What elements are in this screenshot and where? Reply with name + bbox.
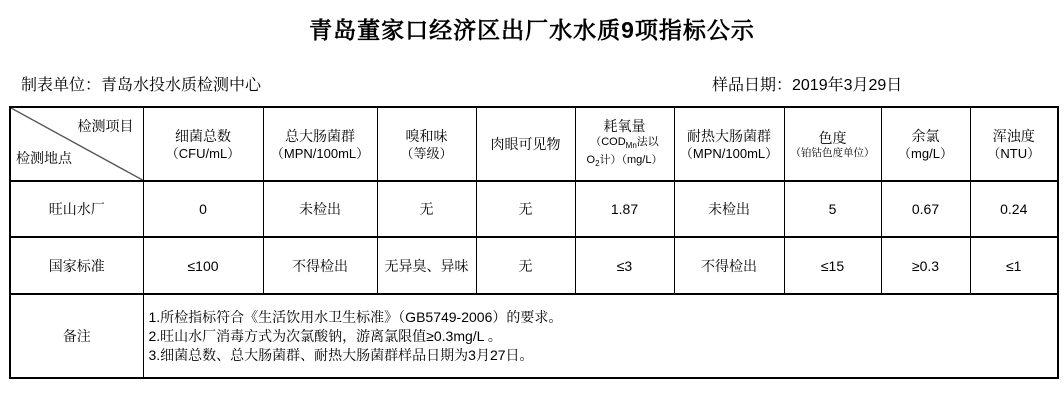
producer-label: 制表单位：青岛水投水质检测中心 [21,77,262,94]
cell-value: 0 [143,181,263,237]
col-header-unit: （NTU） [987,145,1041,161]
col-header-unit: （MPN/100mL） [270,145,370,161]
cell-value: 1.87 [575,181,674,237]
col-header-chroma [784,107,881,181]
col-header-unit: （等级） [400,145,453,161]
page-title: 青岛董家口经济区出厂水水质9项指标公示 [309,17,755,43]
cell-value: ≤1 [970,237,1058,294]
cell-value: 不得检出 [263,237,377,294]
water-quality-table [9,106,1059,379]
cell-value: ≤15 [784,237,881,294]
remarks-label: 备注 [10,294,143,378]
cell-value: 无 [476,237,575,294]
col-header-name: 细菌总数 [175,127,231,144]
cell-value: 未检出 [674,181,784,237]
remark-line-3: 3.细菌总数、总大肠菌群、耐热大肠菌群样品日期为3月27日。 [148,346,534,363]
corner-bottom-label: 检测地点 [16,150,72,166]
col-header-name: 肉眼可见物 [490,136,561,152]
cell-value: 未检出 [263,181,377,237]
cell-value: 5 [784,181,881,237]
col-header-name: 余氯 [911,127,940,144]
col-header-turbidity [970,107,1058,181]
cell-value: 0.24 [970,181,1058,237]
cell-value: 0.67 [881,181,970,237]
col-header-cod [575,107,674,181]
col-header-name: 耐热大肠菌群 [687,127,771,144]
col-header-unit: （CFU/mL） [165,145,241,161]
cell-value: ≤100 [143,237,263,294]
cell-value: 无异臭、异味 [377,237,476,294]
col-header-thermotolerant-coliform [674,107,784,181]
col-header-unit: （mg/L） [898,145,953,161]
row-label: 国家标准 [10,237,143,294]
remarks-row [10,294,1058,378]
remarks-content [143,294,1058,378]
col-header-name: 色度 [818,129,847,146]
col-header-residual-chlorine [881,107,970,181]
table-row-national-standard [10,237,1058,294]
col-header-bacteria-total [143,107,263,181]
cell-value: 不得检出 [674,237,784,294]
col-header-visible-matter [476,107,575,181]
col-header-unit: $O_2$计）（mg/L） [586,154,663,169]
col-header-name: 浑浊度 [992,127,1035,144]
meta-row [0,72,1064,94]
row-label: 旺山水厂 [10,181,143,237]
remark-line-2: 2.旺山水厂消毒方式为次氯酸钠，游离氯限值≥0.3mg/L 。 [148,327,502,344]
col-header-odor-taste [377,107,476,181]
sample-date-label: 样品日期：2019年3月29日 [712,77,903,94]
cell-value: ≤3 [575,237,674,294]
table-row-wangshan-plant [10,181,1058,237]
col-header-unit: （铂钴色度单位） [790,146,875,159]
col-header-unit: （$COD_{Mn}$法以 [590,135,659,150]
col-header-name: 总大肠菌群 [285,127,355,144]
col-header-unit: （MPN/100mL） [679,145,779,161]
col-header-name: 耗氧量 [603,117,646,134]
cell-value: 无 [377,181,476,237]
col-header-name: 嗅和味 [405,127,448,144]
cell-value: ≥0.3 [881,237,970,294]
cell-value: 无 [476,181,575,237]
table-header-row [10,107,1058,181]
corner-top-label: 检测项目 [77,118,134,134]
col-header-total-coliform [263,107,377,181]
corner-cell [10,107,143,181]
remark-line-1: 1.所检指标符合《生活饮用水卫生标准》（GB5749-2006）的要求。 [148,308,563,325]
